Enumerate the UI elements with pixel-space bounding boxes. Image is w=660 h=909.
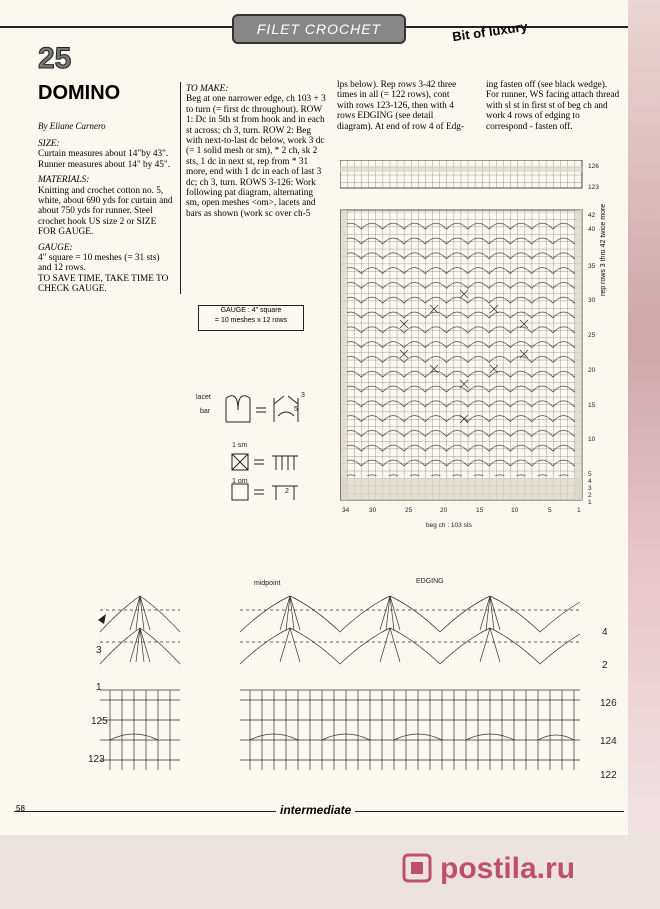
gauge-heading: GAUGE: [38, 242, 73, 253]
row-label-5: 5 [588, 471, 592, 478]
edge-row-124: 124 [600, 736, 617, 747]
edge-row-126: 126 [600, 698, 617, 709]
row-label-123: 123 [588, 184, 599, 191]
legend-num-3: 3 [301, 392, 305, 399]
col-label-10: 10 [511, 507, 519, 514]
row-label-4: 4 [588, 478, 592, 485]
repeat-note: rep rows 3 thru 42 twice more [600, 203, 607, 296]
row-label-10: 10 [588, 436, 596, 443]
edge-row-2: 2 [602, 660, 608, 671]
edge-row-4: 4 [602, 627, 608, 638]
gauge-box-line2: = 10 meshes x 12 rows [214, 317, 288, 324]
background-photo-strip [628, 0, 660, 835]
row-label-35: 35 [588, 263, 596, 270]
gauge-warning: TO SAVE TIME, TAKE TIME TO CHECK GAUGE. [38, 273, 169, 295]
edging-title: EDGING [416, 578, 444, 585]
gauge-box [198, 305, 304, 331]
row-label-20: 20 [588, 367, 596, 374]
size-text: Curtain measures about 14"by 43". Runner measures about 14" by 45". [38, 149, 171, 170]
row-label-15: 15 [588, 402, 596, 409]
tagline: Bit of luxury [451, 18, 529, 45]
col-label-25: 25 [405, 507, 413, 514]
filet-chart-svg [340, 160, 586, 506]
row-label-3: 3 [588, 485, 592, 492]
edge-row-3-left: 3 [96, 645, 102, 656]
col-label-30: 30 [369, 507, 377, 514]
size-heading: SIZE: [38, 139, 60, 149]
designer-credit: By Eliane Carnero [38, 121, 106, 131]
col-label-20: 20 [440, 507, 448, 514]
edge-row-1-left: 1 [96, 682, 102, 693]
gauge-box-line1: GAUGE : 4" square [220, 307, 282, 314]
materials-text: Knitting and crochet cotton no. 5, white, about 690 yds for curtain and about 750 yds for runner. Steel crochet hook US size 2 or SIZE FOR GAUGE. [38, 185, 173, 238]
black-wedge-icon [98, 614, 106, 624]
column-divider [180, 82, 181, 294]
col-label-15: 15 [476, 507, 484, 514]
edging-diagram [90, 590, 610, 780]
row-label-2: 2 [588, 492, 592, 499]
beg-chain-label: beg ch : 103 sts [426, 522, 472, 529]
skill-level: intermediate [276, 803, 355, 817]
instructions-text-1: Beg at one narrower edge, ch 103 + 3 to turn (= first dc throughout). ROW 1: Dc in 5th st from hook and in each st across; ch 3, turn. ROW 2: Beg with next-to-last dc below, work 3 dc (= 1 solid mesh or sm), * 2 ch, sk 2 sts, 1 dc in next st, rep from * 31 more, end with 1 dc in each of last 3 dc; ch 3, turn. ROWS 3-126: Work following pat diagram, alternating sm, open meshes <om>, lacets and bars as shown (work sc over ch-5 [186, 94, 326, 219]
instructions-heading: TO MAKE: [186, 84, 229, 94]
legend-num-2: 2 [285, 488, 289, 495]
specs-column [38, 139, 174, 295]
legend-lacet-label: lacet [196, 394, 211, 401]
instructions-column-1 [186, 84, 326, 219]
edge-row-122: 122 [600, 770, 617, 781]
col-label-5: 5 [548, 507, 552, 514]
instructions-text-2: lps below). Rep rows 3-42 three times in all (= 122 rows), cont with rows 123-126, then with 4 rows EDGING (see detail diagram). At end of row 4 of Edg- [337, 80, 465, 132]
materials-heading: MATERIALS: [38, 175, 90, 186]
row-label-30: 30 [588, 297, 596, 304]
edge-row-123: 123 [88, 754, 105, 765]
section-banner: FILET CROCHET [232, 14, 406, 44]
postila-logo-icon [402, 853, 432, 883]
row-label-126: 126 [588, 163, 599, 170]
legend-sm-label: 1 sm [232, 442, 248, 449]
stitch-legend-symbols [218, 386, 328, 506]
gauge-text: 4" square = 10 meshes (= 31 sts) and 12 rows. [38, 253, 160, 274]
row-label-42: 42 [588, 212, 596, 219]
legend-bar-label: bar [200, 408, 211, 415]
row-label-1: 1 [588, 499, 592, 506]
instructions-text-3: ing fasten off (see black wedge). For runner, WS facing attach thread with sl st in first st of beg ch and work 4 rows of edging to correspond - fasten off. [486, 80, 620, 132]
pattern-title: DOMINO [38, 82, 121, 104]
row-label-25: 25 [588, 332, 596, 339]
col-label-1: 1 [577, 507, 581, 514]
watermark-logo: postila.ru [440, 852, 576, 885]
legend-num-5: 5 [294, 406, 298, 413]
header-rule-left [0, 26, 232, 28]
edge-row-125: 125 [91, 716, 108, 727]
pattern-number: 25 [38, 42, 72, 75]
filet-chart [340, 160, 586, 506]
row-label-40: 40 [588, 226, 596, 233]
page-number: 58 [16, 804, 25, 813]
col-label-34: 34 [342, 507, 350, 514]
midpoint-label: midpoint [254, 580, 281, 587]
legend-om-label: 1 om [232, 478, 248, 485]
